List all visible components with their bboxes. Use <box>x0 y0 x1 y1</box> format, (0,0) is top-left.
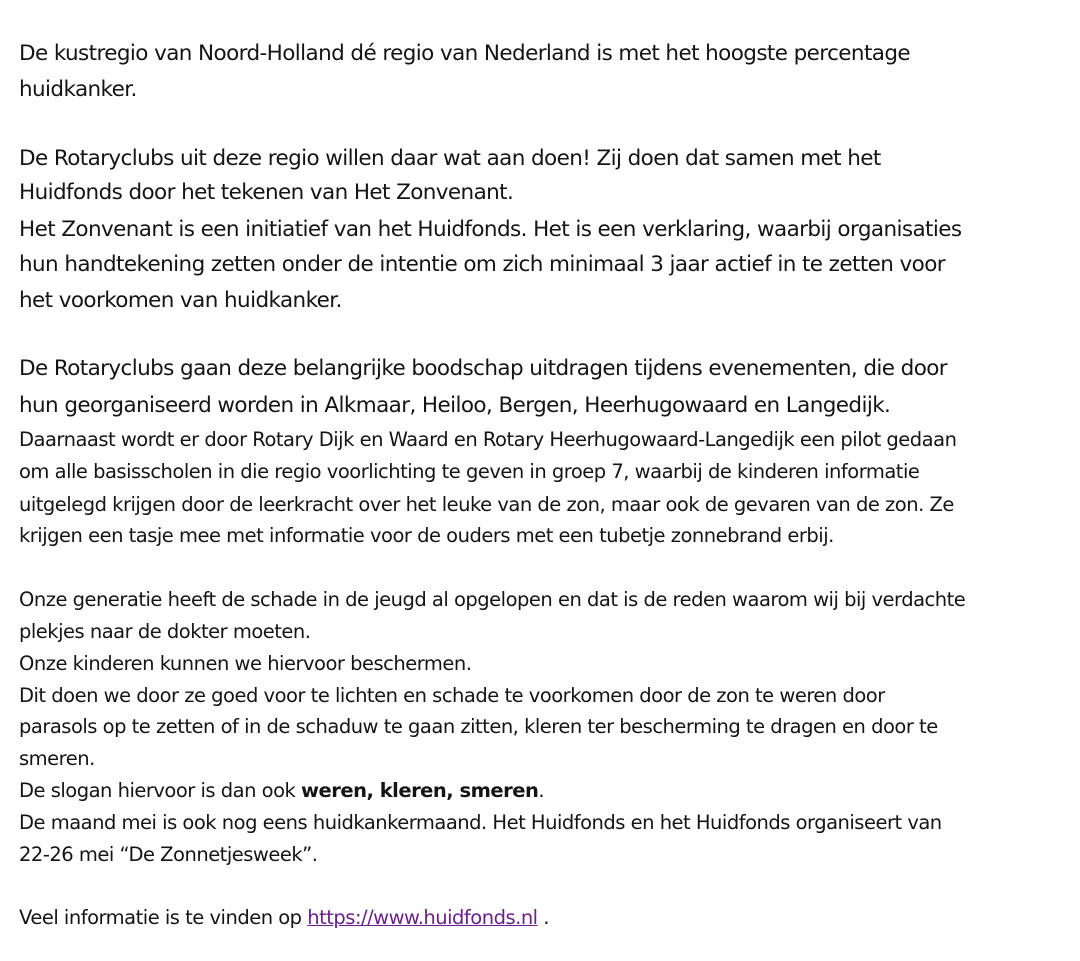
paragraph-1-line-2: huidkanker. <box>19 77 137 102</box>
paragraph-3-line-6: krijgen een tasje mee met informatie voor de ouders met een tubetje zonnebrand erbij. <box>19 524 834 547</box>
paragraph-2-line-1: De Rotaryclubs uit deze regio willen daar wat aan doen! Zij doen dat samen met het <box>19 146 881 171</box>
paragraph-4-line-2: plekjes naar de dokter moeten. <box>19 620 311 643</box>
paragraph-3-line-2: hun georganiseerd worden in Alkmaar, Heiloo, Bergen, Heerhugowaard en Langedijk. <box>19 393 891 418</box>
huidfonds-link[interactable]: https://www.huidfonds.nl <box>307 906 538 929</box>
paragraph-2-line-2: Huidfonds door het tekenen van Het Zonvenant. <box>19 180 514 205</box>
slogan-period: . <box>538 779 545 802</box>
paragraph-3-line-4: om alle basisscholen in die regio voorlichting te geven in groep 7, waarbij de kinderen informatie <box>19 460 920 483</box>
paragraph-4-line-3: Onze kinderen kunnen we hiervoor beschermen. <box>19 652 472 675</box>
paragraph-3-line-3: Daarnaast wordt er door Rotary Dijk en Waard en Rotary Heerhugowaard-Langedijk een pilot gedaan <box>19 428 957 451</box>
info-suffix: . <box>537 906 550 929</box>
slogan-text: weren, kleren, smeren <box>301 779 539 802</box>
slogan-intro: De slogan hiervoor is dan ook <box>19 779 302 802</box>
paragraph-4-line-7 <box>19 776 544 806</box>
paragraph-4-line-8: De maand mei is ook nog eens huidkankermaand. Het Huidfonds en het Huidfonds organiseert van <box>19 811 942 834</box>
paragraph-2-line-4: hun handtekening zetten onder de intentie om zich minimaal 3 jaar actief in te zetten voor <box>19 252 946 277</box>
paragraph-4-line-4: Dit doen we door ze goed voor te lichten en schade te voorkomen door de zon te weren door <box>19 684 885 707</box>
paragraph-3-line-5: uitgelegd krijgen door de leerkracht over het leuke van de zon, maar ook de gevaren van de zon. Ze <box>19 493 954 516</box>
paragraph-1-line-1: De kustregio van Noord-Holland dé regio van Nederland is met het hoogste percentage <box>19 41 911 66</box>
info-line <box>19 903 549 933</box>
info-prefix: Veel informatie is te vinden op <box>19 906 308 929</box>
paragraph-3-line-1: De Rotaryclubs gaan deze belangrijke boodschap uitdragen tijdens evenementen, die door <box>19 356 948 381</box>
paragraph-2-line-3: Het Zonvenant is een initiatief van het Huidfonds. Het is een verklaring, waarbij organisaties <box>19 217 962 242</box>
paragraph-4-line-1: Onze generatie heeft de schade in de jeugd al opgelopen en dat is de reden waarom wij bij verdachte <box>19 588 966 611</box>
paragraph-4-line-5: parasols op te zetten of in de schaduw te gaan zitten, kleren ter bescherming te dragen en door te <box>19 715 938 738</box>
paragraph-2-line-5: het voorkomen van huidkanker. <box>19 288 342 313</box>
paragraph-4-line-6: smeren. <box>19 747 95 770</box>
paragraph-4-line-9: 22-26 mei “De Zonnetjesweek”. <box>19 843 318 866</box>
